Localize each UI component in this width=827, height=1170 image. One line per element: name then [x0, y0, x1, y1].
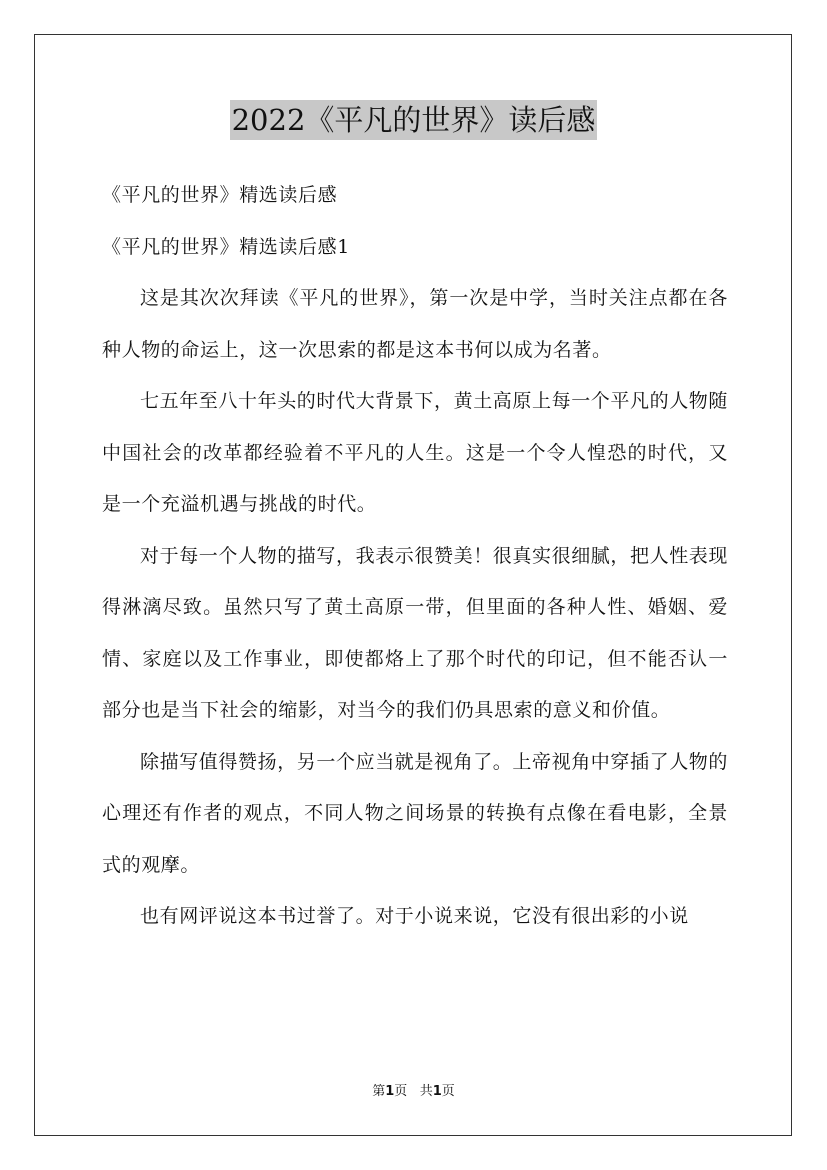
subtitle-1: 《平凡的世界》精选读后感	[102, 184, 338, 206]
footer-total-suffix: 页	[441, 1084, 455, 1099]
document-body	[102, 170, 728, 943]
paragraph-1: 这是其次次拜读《平凡的世界》，第一次是中学，当时关注点都在各种人物的命运上，这一次思索的都是这本书何以成为名著。	[102, 287, 728, 361]
title-container	[0, 100, 827, 140]
paragraph-2: 七五年至八十年头的时代大背景下，黄土高原上每一个平凡的人物随中国社会的改革都经验着不平凡的人生。这是一个令人惶恐的时代，又是一个充溢机遇与挑战的时代。	[102, 390, 729, 515]
footer-page-prefix: 第	[372, 1084, 386, 1099]
paragraph-3: 对于每一个人物的描写，我表示很赞美！很真实很细腻，把人性表现得淋漓尽致。虽然只写了黄土高原一带，但里面的各种人性、婚姻、爱情、家庭以及工作事业，即使都烙上了那个时代的印记，但不能否认一部分也是当下社会的缩影，对当今的我们仍具思索的意义和价值。	[102, 544, 729, 721]
document-title: 2022《平凡的世界》读后感	[230, 100, 598, 140]
paragraph-5: 也有网评说这本书过誉了。对于小说来说，它没有很出彩的小说	[140, 905, 689, 927]
footer-total-prefix: 共	[419, 1084, 433, 1099]
footer-page-suffix: 页	[394, 1084, 408, 1099]
footer-page-number: 1	[385, 1084, 395, 1099]
footer-total-number: 1	[432, 1084, 442, 1099]
page-footer	[0, 1082, 827, 1102]
subtitle-2: 《平凡的世界》精选读后感1	[102, 235, 350, 258]
paragraph-4: 除描写值得赞扬，另一个应当就是视角了。上帝视角中穿插了人物的心理还有作者的观点，不同人物之间场景的转换有点像在看电影，全景式的观摩。	[102, 750, 729, 876]
